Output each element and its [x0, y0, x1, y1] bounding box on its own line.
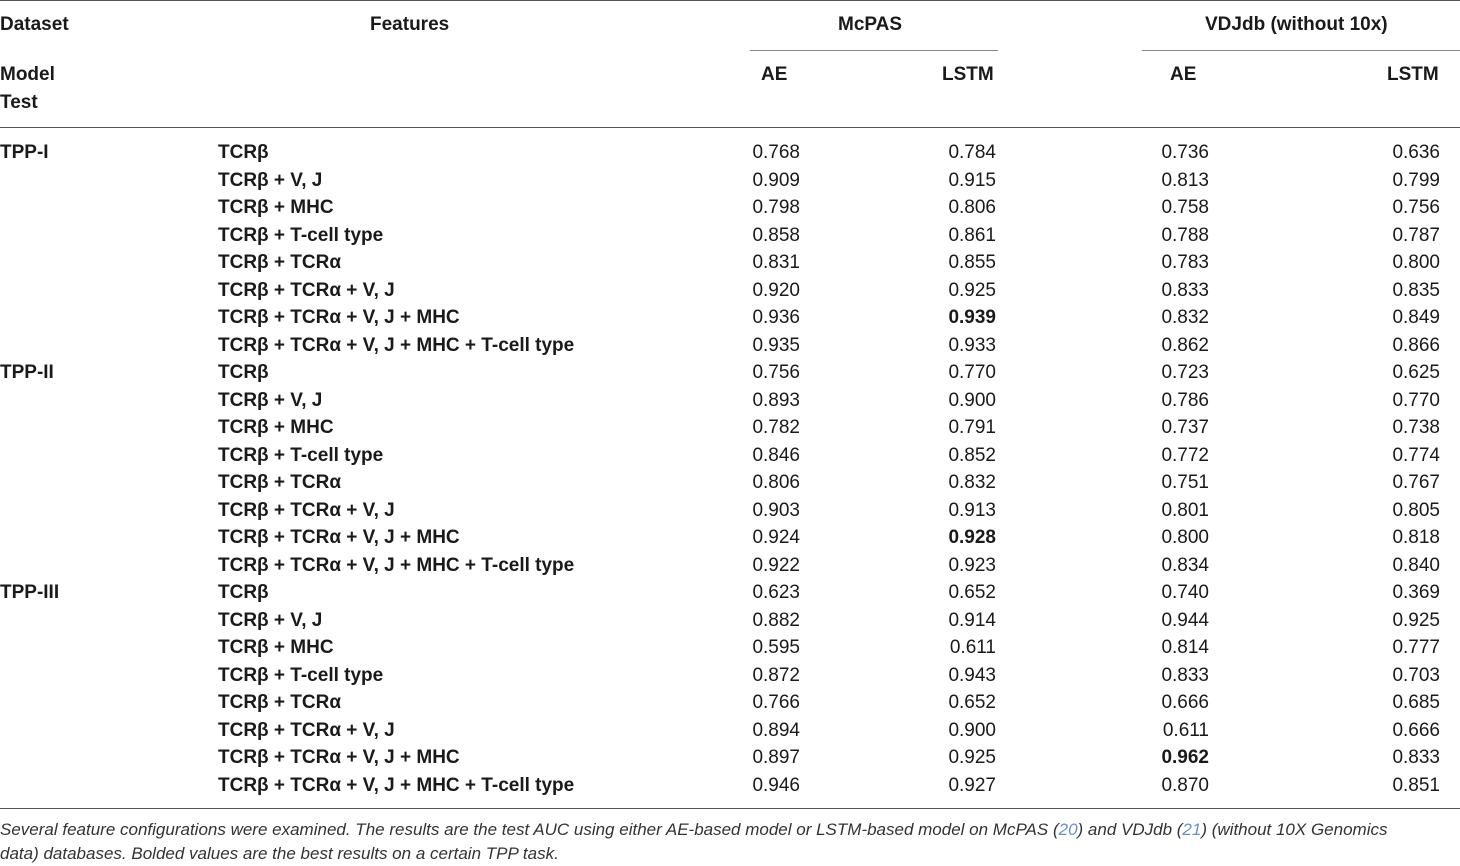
value-cell-vdj-ae: 0.870 [1161, 774, 1209, 796]
value-cell-vdj-lstm: 0.787 [1392, 224, 1440, 246]
table-row [0, 388, 1460, 416]
value-cell-vdj-ae: 0.862 [1161, 334, 1209, 356]
value-cell-vdj-lstm: 0.738 [1392, 417, 1440, 438]
value-cell-vdj-lstm: 0.866 [1392, 334, 1440, 356]
value-cell-mcpas-ae: 0.897 [752, 747, 800, 768]
table-row [0, 305, 1460, 333]
value-cell-vdj-lstm: 0.666 [1392, 719, 1440, 741]
value-cell-mcpas-lstm: 0.927 [948, 774, 996, 796]
value-cell-mcpas-ae: 0.798 [752, 197, 800, 218]
value-cell-vdj-lstm: 0.840 [1392, 554, 1440, 576]
value-cell-vdj-ae: 0.834 [1161, 554, 1209, 576]
feature-cell: TCRβ + MHC [218, 637, 334, 658]
table-row [0, 140, 1460, 168]
value-cell-mcpas-lstm: 0.784 [948, 142, 996, 163]
header-bottom-rule [0, 127, 1460, 128]
caption-part1: Several feature configurations were examined. The results are the test AUC using either AE-based model or LSTM-based model on McPAS ( [0, 820, 1059, 839]
value-cell-vdj-ae: 0.788 [1161, 224, 1209, 246]
value-cell-mcpas-lstm: 0.806 [948, 197, 996, 218]
value-cell-vdj-lstm: 0.756 [1392, 197, 1440, 218]
table-row [0, 663, 1460, 691]
value-cell-mcpas-lstm: 0.915 [948, 169, 996, 191]
value-cell-mcpas-lstm: 0.855 [948, 252, 996, 273]
value-cell-mcpas-ae: 0.946 [752, 774, 800, 796]
value-cell-vdj-lstm: 0.774 [1392, 444, 1440, 466]
header-group-mcpas: McPAS [838, 14, 903, 35]
feature-cell: TCRβ + V, J [218, 609, 323, 631]
value-cell-mcpas-lstm: 0.925 [948, 747, 996, 768]
feature-cell: TCRβ + V, J [218, 169, 323, 191]
feature-cell: TCRβ + MHC [218, 197, 334, 218]
value-cell-mcpas-ae: 0.623 [752, 582, 800, 603]
value-cell-vdj-lstm: 0.851 [1392, 774, 1440, 796]
value-cell-mcpas-lstm: 0.770 [948, 362, 996, 383]
value-cell-vdj-ae: 0.833 [1161, 664, 1209, 686]
value-cell-vdj-lstm: 0.703 [1392, 664, 1440, 686]
feature-cell: TCRβ + TCRα + V, J + MHC + T-cell type [218, 554, 575, 576]
feature-cell: TCRβ + TCRα + V, J [218, 719, 395, 741]
feature-cell: TCRβ + TCRα + V, J + MHC [218, 747, 460, 768]
value-cell-mcpas-ae: 0.894 [752, 719, 800, 741]
value-cell-mcpas-ae: 0.920 [752, 279, 800, 301]
table-row [0, 278, 1460, 306]
value-cell-vdj-lstm: 0.818 [1392, 527, 1440, 548]
value-cell-vdj-ae: 0.740 [1161, 582, 1209, 603]
table-row [0, 525, 1460, 553]
value-cell-vdj-ae: 0.801 [1161, 499, 1209, 521]
table-bottom-rule [0, 808, 1460, 809]
feature-cell: TCRβ [218, 362, 269, 383]
value-cell-mcpas-lstm: 0.900 [948, 389, 996, 411]
value-cell-vdj-ae: 0.611 [1162, 719, 1209, 741]
table-row [0, 635, 1460, 663]
value-cell-vdj-lstm: 0.369 [1392, 582, 1440, 603]
value-cell-mcpas-lstm: 0.925 [948, 279, 996, 301]
feature-cell: TCRβ + T-cell type [218, 224, 384, 246]
value-cell-vdj-lstm: 0.777 [1392, 637, 1440, 658]
value-cell-vdj-lstm: 0.799 [1392, 169, 1440, 191]
value-cell-vdj-ae: 0.783 [1161, 252, 1209, 273]
vdjdb-group-rule [1142, 50, 1460, 51]
table-row [0, 333, 1460, 361]
feature-cell: TCRβ + TCRα [218, 692, 342, 713]
citation-link-21[interactable]: 21 [1182, 820, 1202, 839]
value-cell-vdj-ae: 0.666 [1161, 692, 1209, 713]
value-cell-mcpas-ae: 0.922 [752, 554, 800, 576]
value-cell-mcpas-ae: 0.903 [752, 499, 800, 521]
value-cell-vdj-lstm: 0.767 [1392, 472, 1440, 493]
feature-cell: TCRβ + TCRα + V, J + MHC + T-cell type [218, 774, 575, 796]
value-cell-vdj-lstm: 0.835 [1392, 279, 1440, 301]
caption-part2: ) and VDJdb ( [1077, 820, 1183, 839]
value-cell-vdj-lstm: 0.625 [1392, 362, 1440, 383]
table-row [0, 470, 1460, 498]
feature-cell: TCRβ [218, 582, 269, 603]
value-cell-vdj-ae: 0.772 [1161, 444, 1209, 466]
table-row [0, 553, 1460, 581]
value-cell-vdj-lstm: 0.800 [1392, 252, 1440, 273]
header-vdjdb-lstm: LSTM [1387, 64, 1439, 85]
value-cell-mcpas-ae: 0.935 [752, 334, 800, 356]
value-cell-vdj-ae: 0.814 [1161, 637, 1209, 658]
feature-cell: TCRβ + V, J [218, 389, 323, 411]
value-cell-mcpas-ae: 0.806 [752, 472, 800, 493]
value-cell-vdj-lstm: 0.636 [1392, 142, 1440, 163]
feature-cell: TCRβ + TCRα + V, J [218, 499, 395, 521]
mcpas-group-rule [750, 50, 998, 51]
value-cell-mcpas-ae: 0.936 [752, 307, 800, 328]
value-cell-vdj-lstm: 0.685 [1392, 692, 1440, 713]
value-cell-vdj-ae: 0.833 [1161, 279, 1209, 301]
value-cell-vdj-ae: 0.786 [1161, 389, 1209, 411]
table-row [0, 745, 1460, 773]
feature-cell: TCRβ + TCRα + V, J [218, 279, 395, 301]
feature-cell: TCRβ + MHC [218, 417, 334, 438]
table-row [0, 415, 1460, 443]
value-cell-vdj-ae: 0.962 [1161, 747, 1209, 768]
value-cell-mcpas-ae: 0.872 [752, 664, 800, 686]
value-cell-vdj-ae: 0.800 [1161, 527, 1209, 548]
feature-cell: TCRβ + TCRα + V, J + MHC + T-cell type [218, 334, 575, 356]
table-row [0, 168, 1460, 196]
section-label: TPP-III [0, 582, 60, 603]
value-cell-vdj-ae: 0.751 [1161, 472, 1209, 493]
table-row [0, 608, 1460, 636]
table-row [0, 580, 1460, 608]
value-cell-mcpas-lstm: 0.611 [949, 637, 996, 658]
header-test: Test [0, 92, 38, 113]
value-cell-mcpas-lstm: 0.652 [948, 692, 996, 713]
value-cell-vdj-ae: 0.944 [1161, 609, 1209, 631]
value-cell-vdj-ae: 0.737 [1161, 417, 1209, 438]
feature-cell: TCRβ [218, 142, 269, 163]
feature-cell: TCRβ + T-cell type [218, 664, 384, 686]
table-row [0, 360, 1460, 388]
feature-cell: TCRβ + TCRα [218, 472, 342, 493]
citation-link-20[interactable]: 20 [1058, 820, 1078, 839]
value-cell-mcpas-lstm: 0.933 [948, 334, 996, 356]
value-cell-mcpas-lstm: 0.861 [948, 224, 996, 246]
value-cell-mcpas-ae: 0.756 [752, 362, 800, 383]
caption-part4: data) databases. Bolded values are the best results on a certain TPP task. [0, 844, 559, 863]
value-cell-vdj-ae: 0.723 [1161, 362, 1209, 383]
value-cell-mcpas-lstm: 0.852 [948, 444, 996, 466]
value-cell-mcpas-lstm: 0.923 [948, 554, 996, 576]
value-cell-mcpas-ae: 0.768 [752, 142, 800, 163]
header-dataset: Dataset [0, 14, 69, 35]
header-features: Features [370, 14, 450, 35]
feature-cell: TCRβ + T-cell type [218, 444, 384, 466]
value-cell-vdj-lstm: 0.770 [1392, 389, 1440, 411]
header-group-vdjdb: VDJdb (without 10x) [1205, 14, 1388, 35]
value-cell-vdj-lstm: 0.833 [1392, 747, 1440, 768]
value-cell-vdj-lstm: 0.925 [1392, 609, 1440, 631]
value-cell-mcpas-ae: 0.858 [752, 224, 800, 246]
value-cell-vdj-ae: 0.813 [1161, 169, 1209, 191]
value-cell-mcpas-lstm: 0.900 [948, 719, 996, 741]
value-cell-mcpas-lstm: 0.832 [948, 472, 996, 493]
table-row [0, 223, 1460, 251]
value-cell-vdj-lstm: 0.849 [1392, 307, 1440, 328]
value-cell-vdj-lstm: 0.805 [1392, 499, 1440, 521]
header-vdjdb-ae: AE [1170, 64, 1197, 85]
value-cell-mcpas-lstm: 0.652 [948, 582, 996, 603]
value-cell-mcpas-ae: 0.595 [752, 637, 800, 658]
table-row [0, 773, 1460, 801]
section-label: TPP-I [0, 142, 49, 163]
section-label: TPP-II [0, 362, 54, 383]
table-top-rule [0, 0, 1460, 1]
value-cell-mcpas-ae: 0.893 [752, 389, 800, 411]
table-row [0, 690, 1460, 718]
table-row [0, 498, 1460, 526]
value-cell-mcpas-lstm: 0.939 [948, 307, 996, 328]
value-cell-mcpas-lstm: 0.913 [948, 499, 996, 521]
feature-cell: TCRβ + TCRα + V, J + MHC [218, 307, 460, 328]
table-caption [0, 818, 1460, 866]
header-mcpas-lstm: LSTM [942, 64, 994, 85]
value-cell-mcpas-ae: 0.782 [752, 417, 800, 438]
value-cell-mcpas-ae: 0.831 [752, 252, 800, 273]
value-cell-mcpas-ae: 0.882 [752, 609, 800, 631]
value-cell-mcpas-ae: 0.924 [752, 527, 800, 548]
value-cell-mcpas-lstm: 0.791 [948, 417, 996, 438]
table-row [0, 443, 1460, 471]
value-cell-vdj-ae: 0.736 [1161, 142, 1209, 163]
feature-cell: TCRβ + TCRα + V, J + MHC [218, 527, 460, 548]
value-cell-mcpas-ae: 0.909 [752, 169, 800, 191]
value-cell-mcpas-lstm: 0.914 [948, 609, 996, 631]
value-cell-mcpas-lstm: 0.928 [948, 527, 996, 548]
value-cell-vdj-ae: 0.758 [1161, 197, 1209, 218]
value-cell-mcpas-ae: 0.766 [752, 692, 800, 713]
value-cell-vdj-ae: 0.832 [1161, 307, 1209, 328]
table-row [0, 718, 1460, 746]
table-row [0, 195, 1460, 223]
caption-part3: ) (without 10X Genomics [1201, 820, 1388, 839]
header-model: Model [0, 64, 55, 85]
table-row [0, 250, 1460, 278]
feature-cell: TCRβ + TCRα [218, 252, 342, 273]
header-mcpas-ae: AE [761, 64, 788, 85]
value-cell-mcpas-ae: 0.846 [752, 444, 800, 466]
value-cell-mcpas-lstm: 0.943 [948, 664, 996, 686]
